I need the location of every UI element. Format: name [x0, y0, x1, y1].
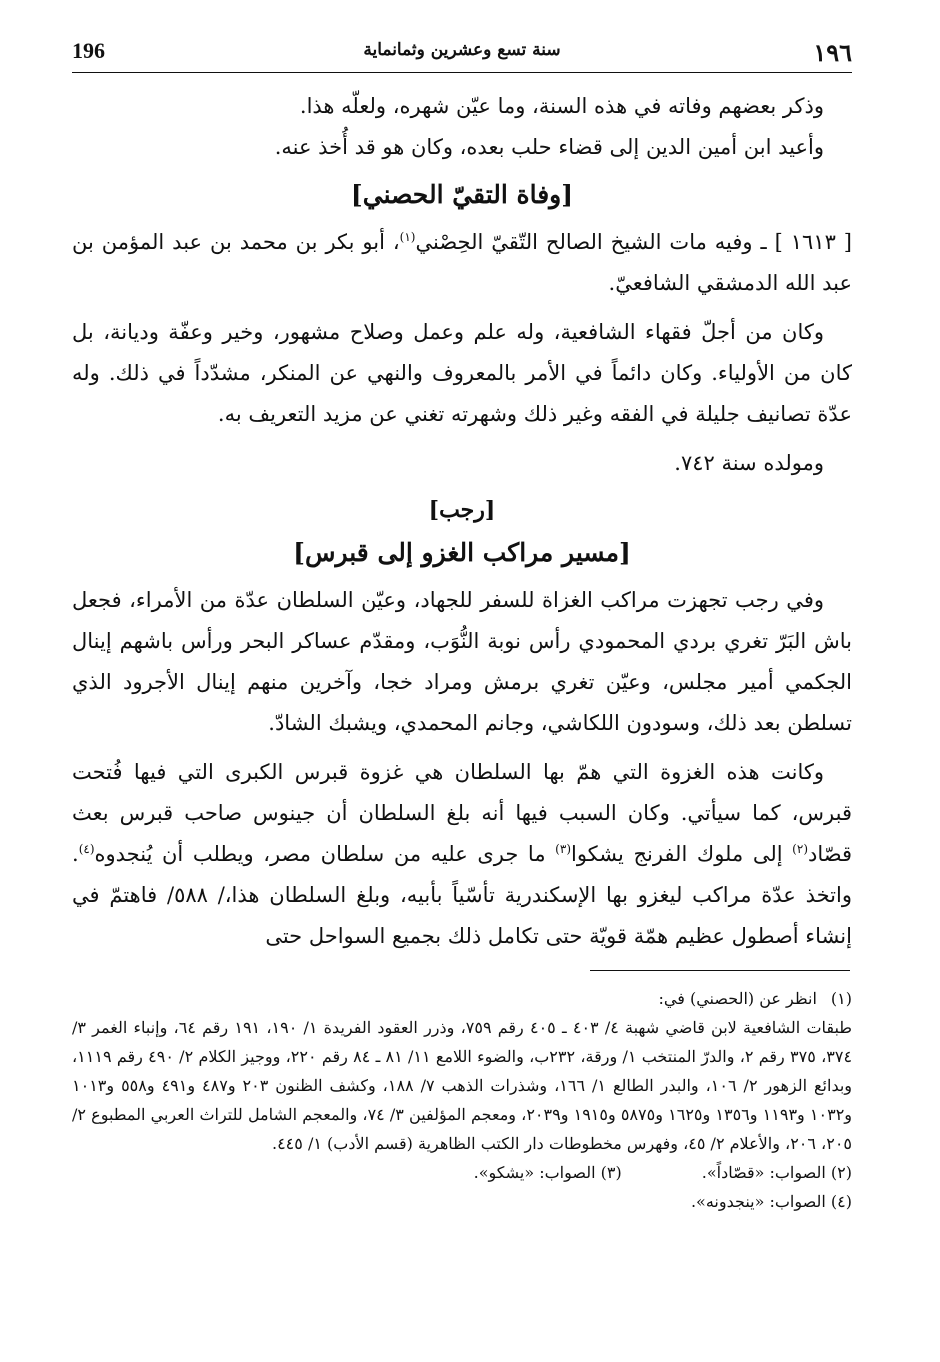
paragraph-taqi-bio: وكان من أجلّ فقهاء الشافعية، وله علم وعمل وصلاح مشهور، وخير وعفّة وديانة، بل كان من الأولياء. وكان دائماً في الأمر بالمعروف والنهي عن المنكر، مشدّداً في ذلك. وله عدّة تصانيف جليلة في الفقه وغير ذلك وشهرته تغني عن مزيد التعريف به.: [72, 320, 852, 426]
cyprus-cause-part-1: وكانت هذه الغزوة التي همّ بها السلطان هي غزوة قبرس الكبرى التي فيها فُتحت قبرس، كما سيأتي. وكان السبب فيها أنه بلغ السلطان أن جينوس صاحب قبرس بعث قصّاد: [72, 760, 852, 866]
footnote-1-text: طبقات الشافعية لابن قاضي شهبة ٤/ ٤٠٣ ـ ٤٠٥ رقم ٧٥٩، وذرر العقود الفريدة ١/ ١٩٠، ١٩١ رقم ٦٤، وإنباء الغمر ٣/ ٣٧٤، ٣٧٥ رقم ٢، والدرّ المنتخب ١/ ورقة، ٢٣٢ب، والضوء اللامع ١١/ ٨١ ـ ٨٤ رقم ٢٢٠، ووجيز الكلام ٢/ ٤٩٠ رقم ١١١٩، وبدائع الزهور ٢/ ١٠٦، والبدر الطالع ١/ ١٦٦، وشذرات الذهب ٧/ ١٨٨، وكشف الظنون ٢٠٣ و٤٨٧ و٤٩١ و٥٥٨ و١٠١٣ و١٠٣٢ و١١٩٣ و١٣٥٦ و١٦٢٥ و٥٨٧٥ و١٩١٥ و٢٠٣٩، ومعجم المؤلفين ٣/ ٧٤، والمعجم الشامل للتراث العربي المطبوع ٢/ ٢٠٥، ٢٠٦، والأعلام ٢/ ٤٥، وفهرس مخطوطات دار الكتب الظاهرية (قسم الأدب) ١/ ٤٤٥.: [72, 1018, 853, 1153]
intro-line-2: وأعيد ابن أمين الدين إلى قضاء حلب بعده، وكان هو قد أُخذ عنه.: [274, 135, 824, 159]
main-text: [72, 86, 852, 957]
entry-1613-start: [ ١٦١٣ ] ـ وفيه مات الشيخ الصالح التّقيّ الحِصْني: [415, 230, 852, 254]
heading-rajab: [رجب]: [428, 497, 496, 523]
footnote-1-title: [72, 984, 852, 1013]
page-number-arabic: ١٩٦: [813, 38, 852, 67]
running-title: سنة تسع وعشرين وثمانماية: [363, 40, 561, 60]
cyprus-cause-part-3: ما جرى عليه من سلطان مصر، ويطلب أن يُنجدوه: [94, 842, 556, 866]
page-number-latin: 196: [72, 38, 105, 63]
footnote-ref-2: (٢): [792, 842, 808, 856]
paragraph-birth-year: ومولده سنة ٧٤٢.: [674, 451, 824, 475]
entry-1613: [72, 222, 852, 304]
footnote-3: (٣) الصواب: «يشكو».: [473, 1163, 622, 1182]
cyprus-cause-part-4: . واتخذ عدّة مراكب ليغزو بها الإسكندرية تأسّياً بأبيه، وبلغ السلطان هذا،/ ٥٨٨/ فاهتمّ في إنشاء أصطول عظيم همّة قويّة حتى تكامل ذلك بجميع السواحل حتى: [72, 842, 853, 948]
footnote-row-2-3: [72, 1158, 852, 1187]
header-rule: [72, 72, 852, 73]
footnote-4: (٤) الصواب: «ينجدونه».: [690, 1192, 852, 1211]
page-header: [72, 38, 852, 68]
footnote-1-heading: انظر عن (الحصني) في:: [658, 989, 817, 1008]
footnote-ref-1: (١): [399, 230, 416, 244]
footnote-rule: [590, 970, 850, 971]
footnote-2: (٢) الصواب: «قصّاداً».: [701, 1163, 852, 1182]
paragraph-cyprus-fleet: وفي رجب تجهزت مراكب الغزاة للسفر للجهاد، وعيّن السلطان عدّة من الأمراء، فجعل باش البَرّ تغري بردي المحمودي رأس نوبة النُّوَب، ومقدّم عساكر البحر ورأس باشهم إينال الجكمي أمير مجلس، وعيّن تغري برمش ومراد خجا، وآخرين منهم إينال الأجرود الذي تسلطن بعد ذلك، وسودون اللكاشي، وجانم المحمدي، ويشبك الشادّ.: [72, 588, 852, 735]
footnote-1-number: (١): [830, 989, 852, 1008]
cyprus-cause-part-2: إلى ملوك الفرنج يشكوا: [571, 842, 793, 866]
paragraph-cyprus-cause: [72, 752, 852, 957]
entry-1613-end: ، أبو بكر بن محمد بن عبد المؤمن بن عبد الله الدمشقي الشافعيّ.: [72, 230, 852, 295]
footnotes: [72, 984, 852, 1216]
footnote-ref-3: (٣): [555, 842, 571, 856]
intro-line-1: وذكر بعضهم وفاته في هذه السنة، وما عيّن شهره، ولعلّه هذا.: [299, 94, 824, 118]
footnote-ref-4: (٤): [78, 842, 95, 856]
heading-cyprus-expedition: [مسير مراكب الغزو إلى قبرس]: [293, 538, 631, 567]
heading-death-taqi: [وفاة التقيّ الحصني]: [350, 180, 574, 209]
